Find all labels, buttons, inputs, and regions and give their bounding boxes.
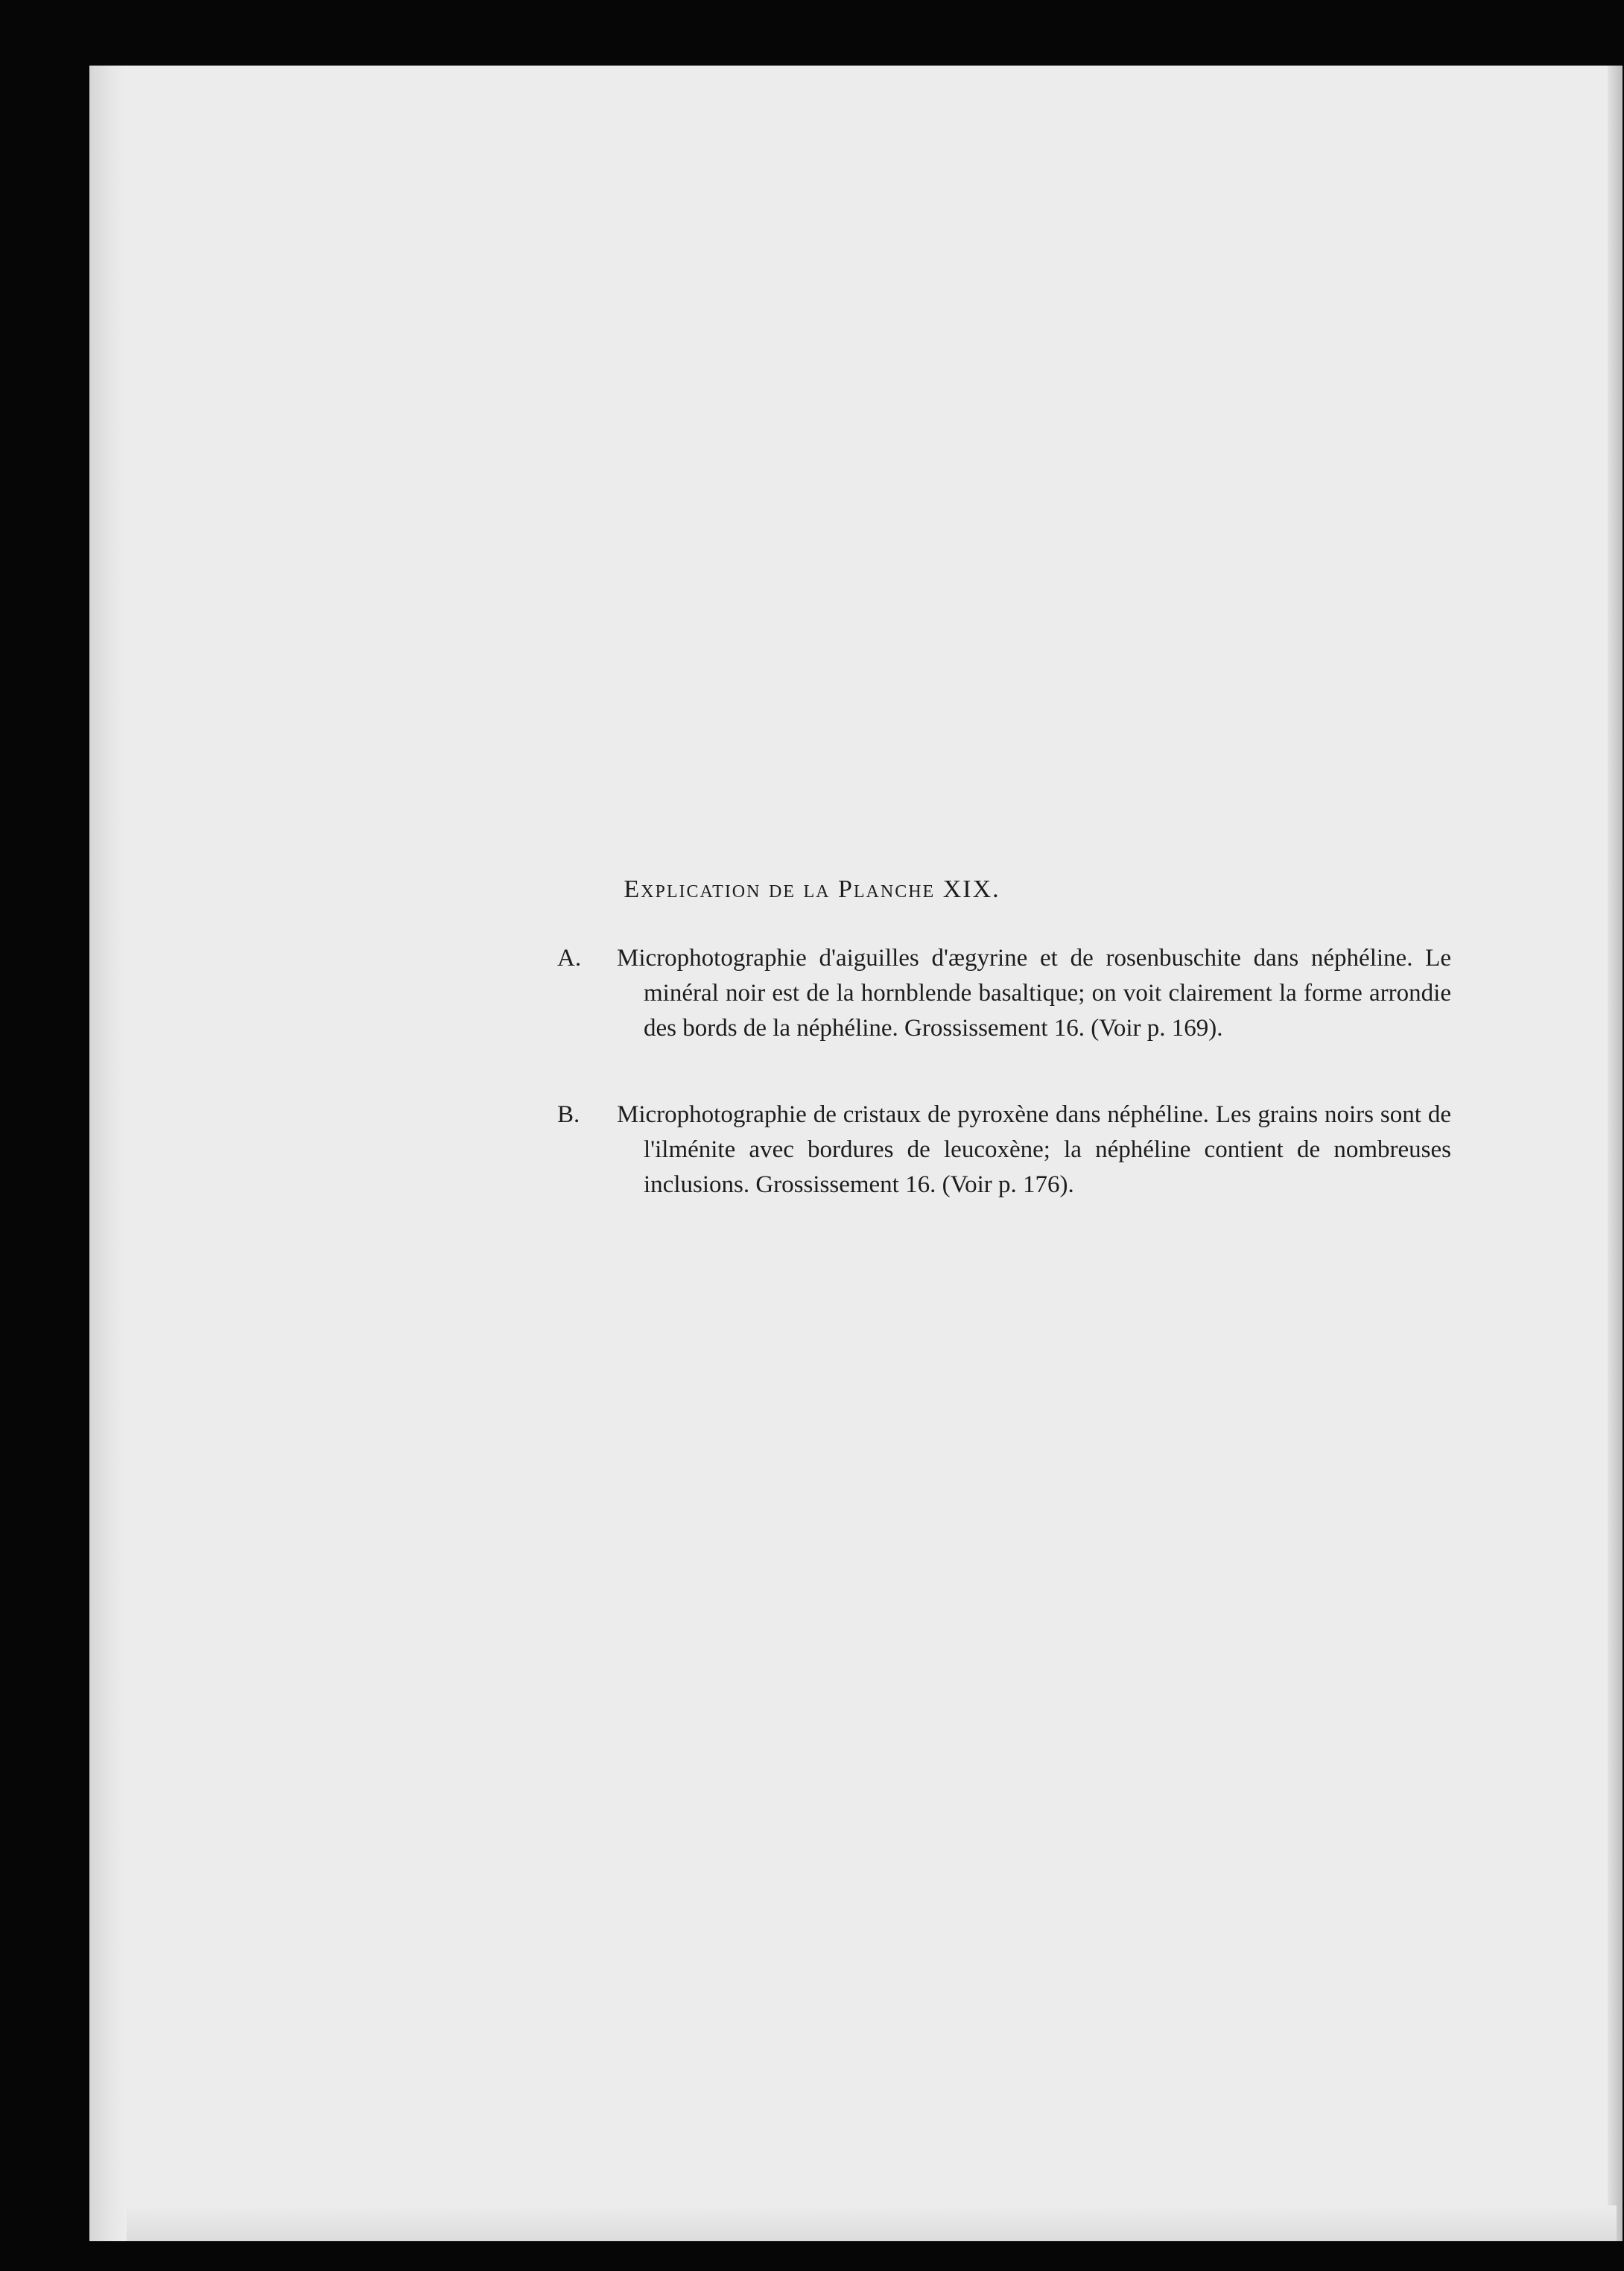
entry-b <box>557 1098 1451 1203</box>
entry-text: Microphotographie d'aiguilles d'ægyrine et de rosenbuschite dans néphéline. Le minéral noir est de la hornblende basaltique; on voit clairement la forme arrondie des bords de la néphéline. Grossissement 16. (Voir p. 169). <box>617 945 1451 1042</box>
entry-text: Microphotographie de cristaux de pyroxène dans néphéline. Les grains noirs sont de l'ilménite avec bordures de leucoxène; la néphéline contient de nombreuses inclusions. Grossissement 16. (Voir p. 176). <box>617 1101 1451 1198</box>
plate-heading <box>0 875 1624 904</box>
entry-letter: A. <box>557 945 582 972</box>
page-left-edge <box>89 66 125 2241</box>
entry-letter: B. <box>557 1101 580 1128</box>
entry-a <box>557 941 1451 1046</box>
page-right-edge <box>1608 66 1623 2241</box>
plate-heading-text: Explication de la Planche XIX. <box>624 875 1000 903</box>
page-bottom-edge <box>127 2205 1617 2241</box>
